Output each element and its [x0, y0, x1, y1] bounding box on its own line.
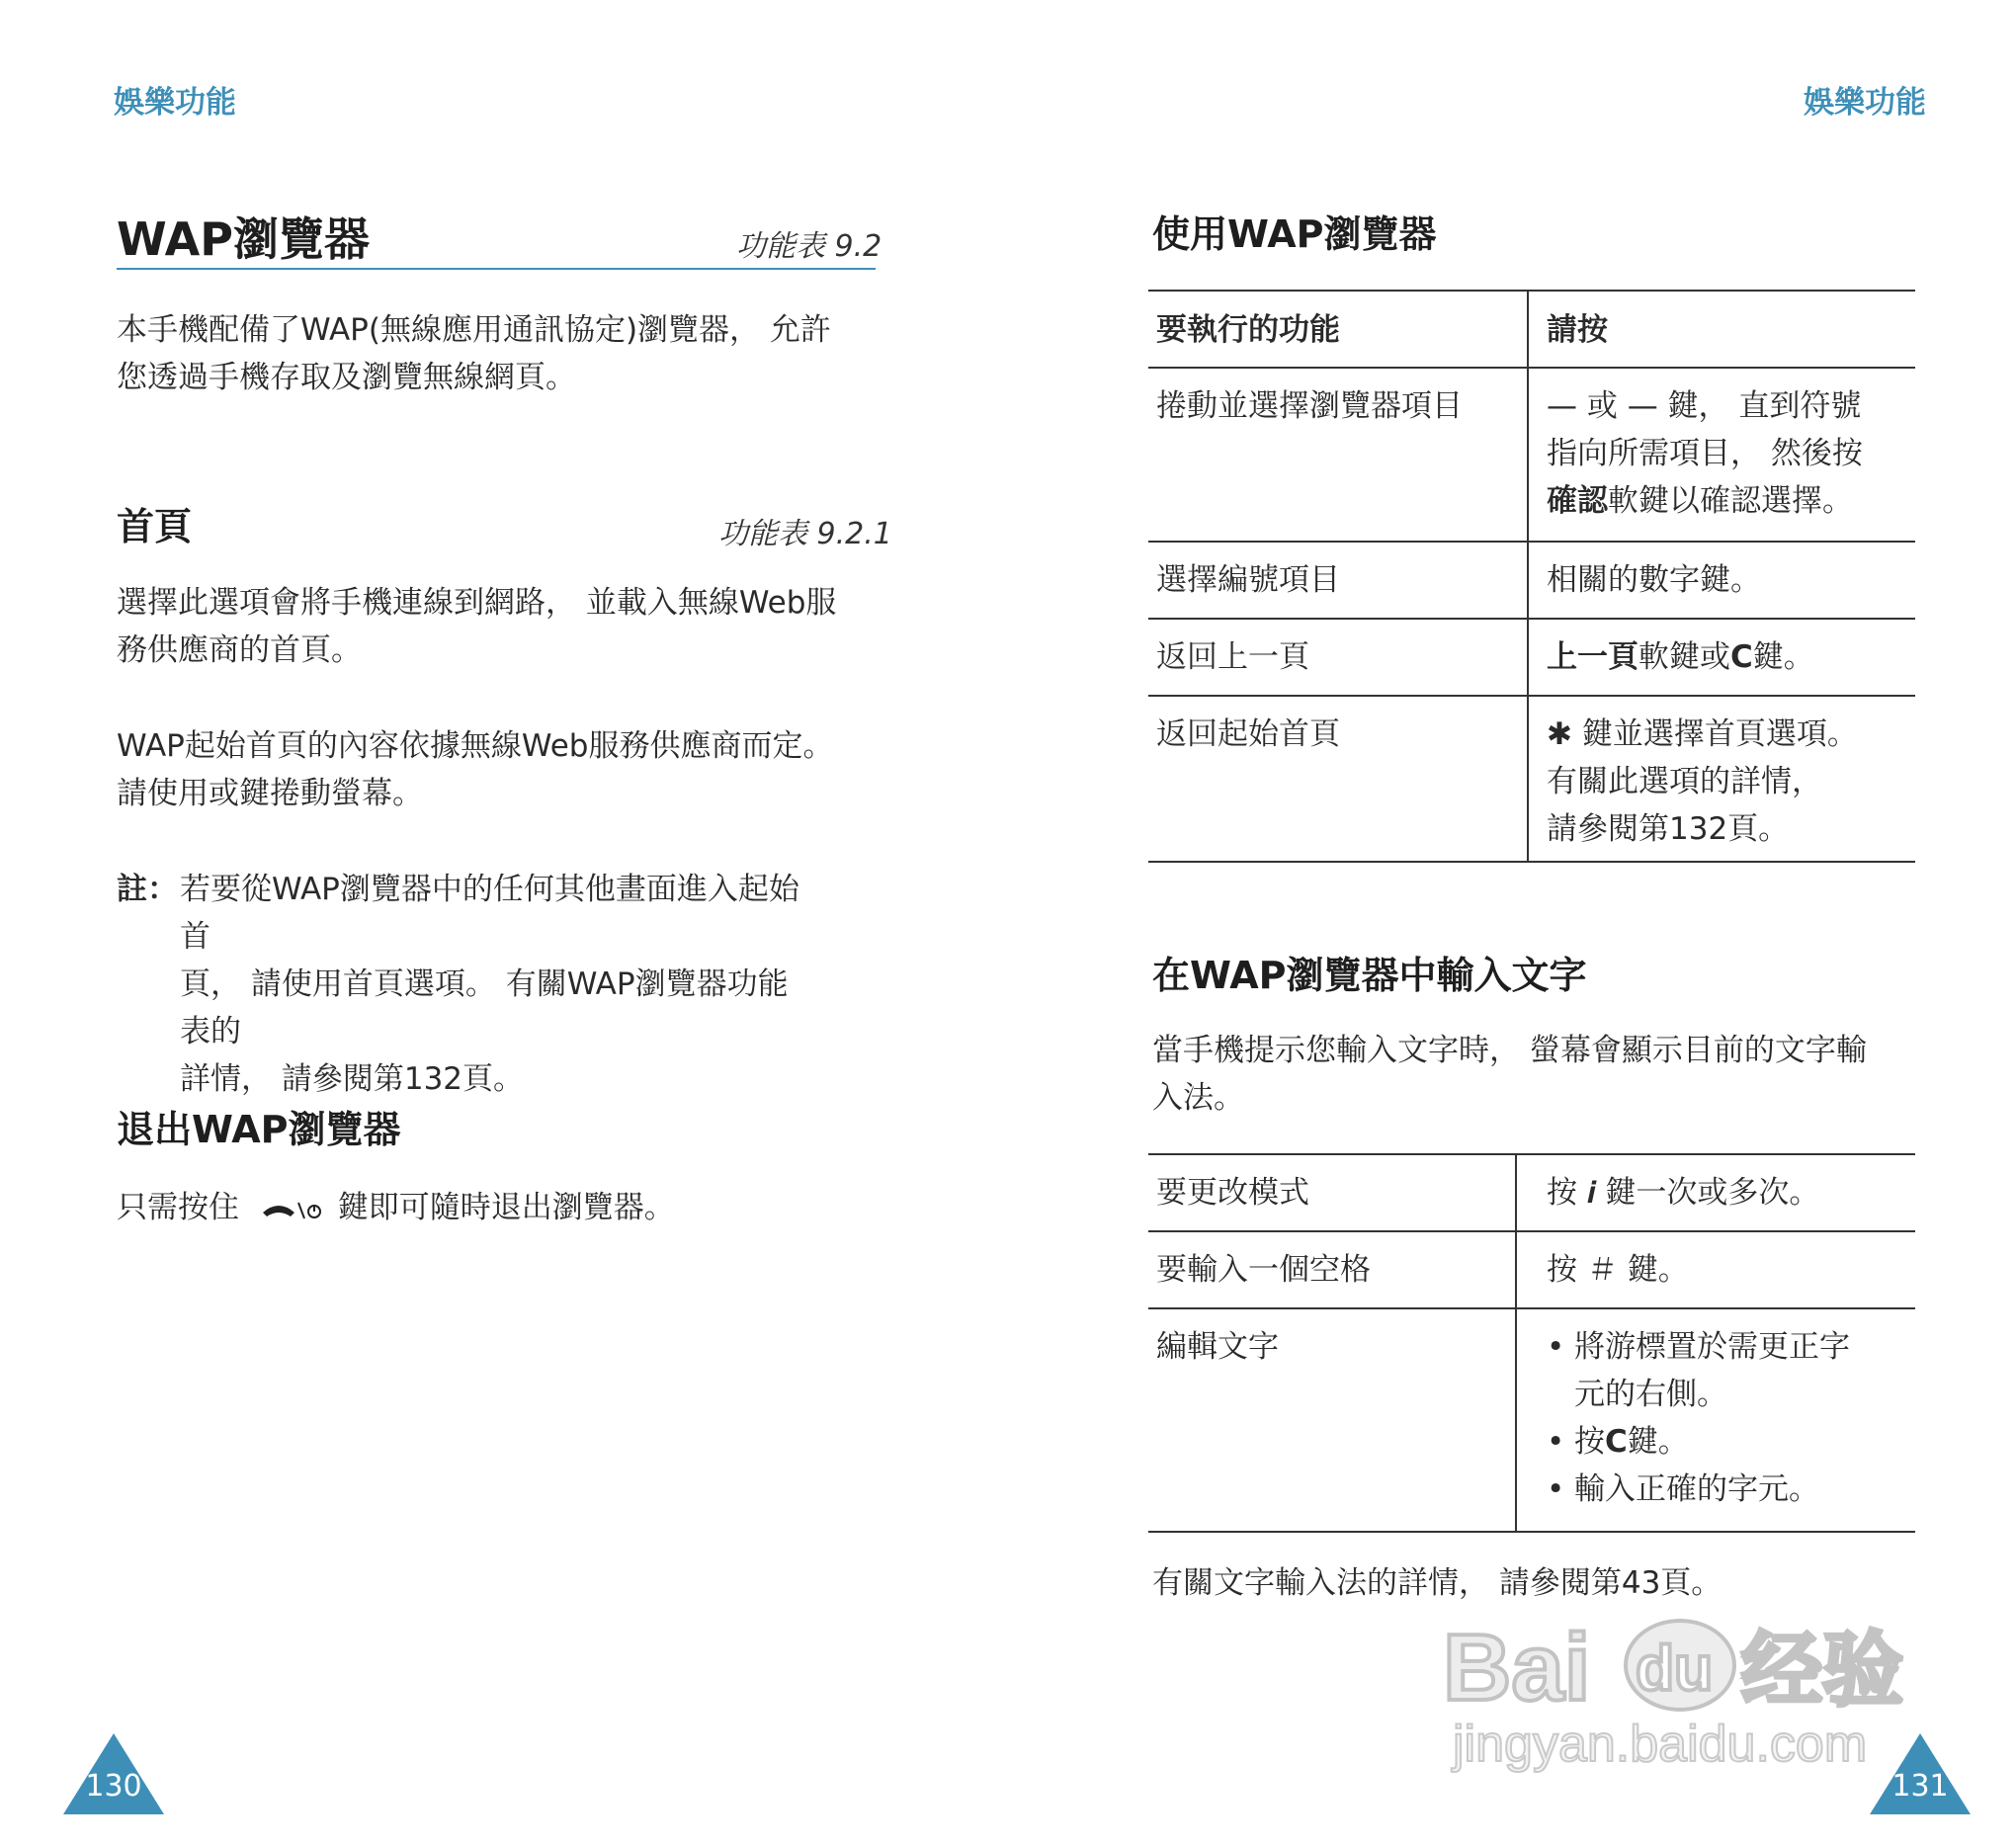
baidu-watermark: [1433, 1611, 1907, 1779]
row-press-line-3: [1547, 477, 1907, 525]
back-softkey-label: 上一頁: [1547, 639, 1638, 675]
title-rule: [117, 268, 876, 270]
page-title: WAP瀏覽器: [117, 212, 370, 266]
text-intro-line-1: 當手機提示您輸入文字時， 螢幕會顯示目前的文字輸: [1152, 1033, 1867, 1068]
home-paragraph-2: [117, 722, 907, 817]
row-action: 編輯文字: [1148, 1308, 1516, 1532]
bullet-text: 元的右側。: [1574, 1377, 1727, 1412]
row-action: 返回上一頁: [1148, 619, 1528, 696]
note-line-1: 若要從WAP瀏覽器中的任何其他畫面進入起始首: [180, 872, 799, 955]
text-input-table: [1148, 1153, 1915, 1533]
section-label-left: 娛樂功能: [114, 85, 236, 121]
row-action: 要更改模式: [1148, 1154, 1516, 1231]
home-paragraph-1: [117, 579, 887, 674]
table-row: [1148, 1154, 1915, 1231]
note-line-3: 詳情， 請參閱第132頁。: [180, 1061, 525, 1097]
text-input-intro: [1152, 1027, 1943, 1122]
row-press: 按 ＃ 鍵。: [1516, 1231, 1915, 1308]
row-action: 捲動並選擇瀏覽器項目: [1148, 368, 1528, 542]
table-row: [1148, 1231, 1915, 1308]
bullet-text: 將游標置於需更正字: [1574, 1329, 1850, 1365]
row-press-mid: 軟鍵或: [1638, 639, 1730, 675]
svg-text:jingyan.baidu.com: jingyan.baidu.com: [1453, 1716, 1868, 1773]
bullet-continuation: [1547, 1371, 1907, 1418]
right-page: [1008, 0, 2016, 1846]
bullet-text: 輸入正確的字元。: [1574, 1471, 1819, 1507]
note-body: [180, 866, 812, 1103]
table-row: [1148, 619, 1915, 696]
home-heading: 首頁: [117, 505, 193, 548]
svg-text:du: du: [1636, 1633, 1714, 1704]
intro-line-2: 您透過手機存取及瀏覽無線網頁。: [117, 360, 576, 395]
confirm-softkey-label: 確認: [1547, 483, 1608, 519]
row-press: 相關的數字鍵。: [1528, 542, 1915, 619]
intro-paragraph: [117, 306, 887, 401]
bullet-dot: •: [1547, 1329, 1565, 1365]
note-label: 註：: [117, 872, 178, 907]
c-key-label: C: [1730, 639, 1753, 675]
bullet-text: 鍵。: [1627, 1424, 1689, 1460]
page-number-left: 130: [85, 1769, 142, 1804]
text-input-heading: 在WAP瀏覽器中輸入文字: [1152, 954, 1587, 997]
c-key-label: C: [1605, 1424, 1628, 1460]
table-row: [1148, 368, 1915, 542]
bullet-text: 按: [1574, 1424, 1605, 1460]
exit-before-text: 只需按住: [117, 1190, 239, 1225]
note: [117, 866, 887, 1097]
row-press: [1528, 619, 1915, 696]
row-press: [1528, 696, 1915, 862]
end-call-power-key-icon: [249, 1195, 328, 1224]
title-menu-ref: 功能表 9.2: [736, 229, 882, 264]
row-press-line-2: 指向所需項目， 然後按: [1547, 436, 1863, 471]
bullet-dot: •: [1547, 1424, 1565, 1460]
bullet-dot: •: [1547, 1471, 1565, 1507]
row-press-line-3: 請參閱第132頁。: [1547, 811, 1790, 847]
exit-instruction: [117, 1184, 675, 1231]
row-action: 要輸入一個空格: [1148, 1231, 1516, 1308]
home-menu-ref: 功能表 9.2.1: [718, 517, 892, 551]
text-intro-line-2: 入法。: [1152, 1080, 1244, 1116]
bullet-item: [1547, 1323, 1907, 1371]
row-action: 選擇編號項目: [1148, 542, 1528, 619]
row-action: 返回起始首頁: [1148, 696, 1528, 862]
row-press: 按 𝒊 鍵一次或多次。: [1516, 1154, 1915, 1231]
svg-text:Bai: Bai: [1443, 1615, 1591, 1720]
use-col-press-header: 請按: [1528, 291, 1915, 368]
use-browser-heading: 使用WAP瀏覽器: [1152, 212, 1437, 256]
row-press-line-2: 有關此選項的詳情，: [1547, 764, 1822, 799]
home-p1-line-2: 務供應商的首頁。: [117, 632, 362, 668]
row-press-line-1: — 或 — 鍵， 直到符號: [1547, 388, 1862, 424]
table-row: [1148, 696, 1915, 862]
exit-after-text: 鍵即可隨時退出瀏覽器。: [337, 1190, 675, 1225]
use-browser-table: [1148, 290, 1915, 863]
row-press-line-1: ✱ 鍵並選擇首頁選項。: [1547, 716, 1858, 752]
bullet-item: [1547, 1466, 1907, 1513]
page-number-right: 131: [1891, 1769, 1949, 1804]
use-col-action-header: 要執行的功能: [1148, 291, 1528, 368]
use-table-header-row: [1148, 291, 1915, 368]
note-line-2: 頁， 請使用首頁選項。 有關WAP瀏覽器功能表的: [180, 966, 789, 1049]
row-press-bullets: [1516, 1308, 1915, 1532]
bullet-item: [1547, 1418, 1907, 1466]
intro-line-1: 本手機配備了WAP(無線應用通訊協定)瀏覽器， 允許: [117, 312, 831, 348]
home-p2-line-1: WAP起始首頁的內容依據無線Web服務供應商而定。: [117, 728, 834, 764]
home-p2-line-2: 請使用或鍵捲動螢幕。: [117, 776, 423, 811]
section-label-right: 娛樂功能: [1804, 85, 1926, 121]
table-row: [1148, 542, 1915, 619]
home-p1-line-1: 選擇此選項會將手機連線到網路， 並載入無線Web服: [117, 585, 837, 621]
row-press: [1528, 368, 1915, 542]
footer-text: 有關文字輸入法的詳情， 請參閱第43頁。: [1152, 1565, 1722, 1601]
table-row: [1148, 1308, 1915, 1532]
svg-text:经验: 经验: [1741, 1624, 1904, 1718]
row-press-end: 鍵。: [1752, 639, 1814, 675]
exit-heading: 退出WAP瀏覽器: [117, 1108, 401, 1151]
row-press-tail: 軟鍵以確認選擇。: [1608, 483, 1853, 519]
